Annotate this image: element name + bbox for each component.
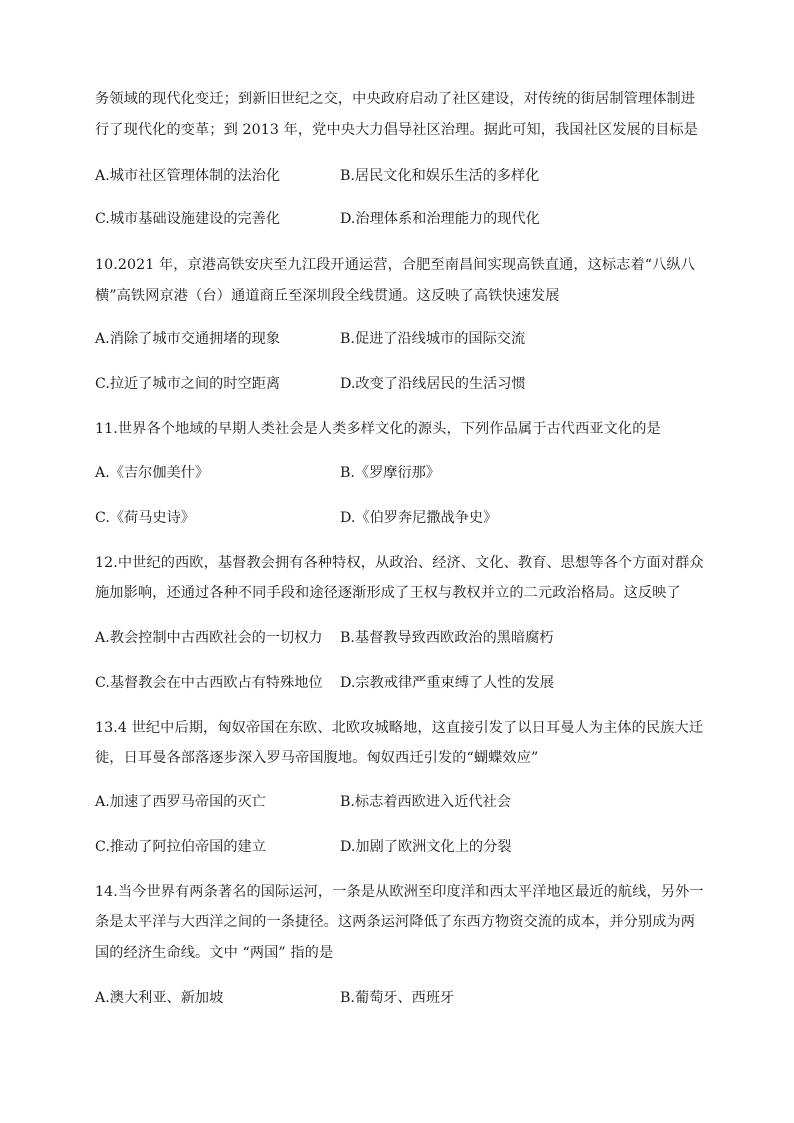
q13-stem-line-2: 徙，日耳曼各部落逐步深入罗马帝国腹地。匈奴西迁引发的“蝴蝶效应”	[95, 750, 539, 766]
q11-option-c: C.《荷马史诗》	[95, 510, 195, 526]
q10-stem-line-2: 横”高铁网京港（台）通道商丘至深圳段全线贯通。这反映了高铁快速发展	[95, 288, 560, 304]
q14-option-b: B.葡萄牙、西班牙	[340, 990, 455, 1006]
q14-stem-line-2: 条是太平洋与大西洋之间的一条捷径。这两条运河降低了东西方物资交流的成本，并分别成为两	[95, 914, 696, 930]
q9-option-c: C.城市基础设施建设的完善化	[95, 211, 281, 227]
q13-stem-line-1: 13.4 世纪中后期，匈奴帝国在东欧、北欧攻城略地，这直接引发了以日耳曼人为主体的民族大迁	[95, 720, 704, 736]
q14-stem-line-1: 14.当今世界有两条著名的国际运河，一条是从欧洲至印度洋和西太平洋地区最近的航线，另外一	[95, 884, 704, 900]
q14-stem-line-3: 国的经济生命线。文中 “两国” 指的是	[95, 945, 334, 961]
q9-option-a: A.城市社区管理体制的法治化	[95, 168, 281, 184]
q9-option-b: B.居民文化和娱乐生活的多样化	[340, 168, 540, 184]
q13-option-c: C.推动了阿拉伯帝国的建立	[95, 839, 266, 855]
q14-option-a: A.澳大利亚、新加坡	[95, 990, 224, 1006]
q11-option-a: A.《吉尔伽美什》	[95, 465, 210, 481]
q9-stem-line-1: 务领域的现代化变迁；到新旧世纪之交，中央政府启动了社区建设，对传统的街居制管理体制进	[95, 91, 696, 107]
q12-stem-line-2: 施加影响，还通过各种不同手段和途径逐渐形成了王权与教权并立的二元政治格局。这反映了	[95, 585, 681, 601]
q9-stem-line-2: 行了现代化的变革；到 2013 年，党中央大力倡导社区治理。据此可知，我国社区发展的目标是	[95, 122, 698, 138]
q11-stem-line-1: 11.世界各个地域的早期人类社会是人类多样文化的源头，下列作品属于古代西亚文化的是	[95, 421, 661, 437]
q10-option-a: A.消除了城市交通拥堵的现象	[95, 331, 281, 347]
q12-option-a: A.教会控制中古西欧社会的一切权力	[95, 630, 323, 646]
q12-stem-line-1: 12.中世纪的西欧，基督教会拥有各种特权，从政治、经济、文化、教育、思想等各个方面对群众	[95, 555, 704, 571]
q13-option-b: B.标志着西欧进入近代社会	[340, 794, 511, 810]
q12-option-b: B.基督教导致西欧政治的黑暗腐朽	[340, 630, 554, 646]
q11-option-b: B.《罗摩衍那》	[340, 465, 441, 481]
q13-option-d: D.加剧了欧洲文化上的分裂	[340, 839, 512, 855]
q9-option-d: D.治理体系和治理能力的现代化	[340, 211, 540, 227]
q12-option-c: C.基督教会在中古西欧占有特殊地位	[95, 675, 323, 691]
q13-option-a: A.加速了西罗马帝国的灭亡	[95, 794, 266, 810]
q10-option-d: D.改变了沿线居民的生活习惯	[340, 376, 526, 392]
q10-option-c: C.拉近了城市之间的时空距离	[95, 376, 281, 392]
q10-option-b: B.促进了沿线城市的国际交流	[340, 331, 526, 347]
q12-option-d: D.宗教戒律严重束缚了人性的发展	[340, 675, 555, 691]
q10-stem-line-1: 10.2021 年，京港高铁安庆至九江段开通运营，合肥至南昌间实现高铁直通，这标志着“八纵八	[95, 257, 695, 273]
q11-option-d: D.《伯罗奔尼撒战争史》	[340, 510, 498, 526]
